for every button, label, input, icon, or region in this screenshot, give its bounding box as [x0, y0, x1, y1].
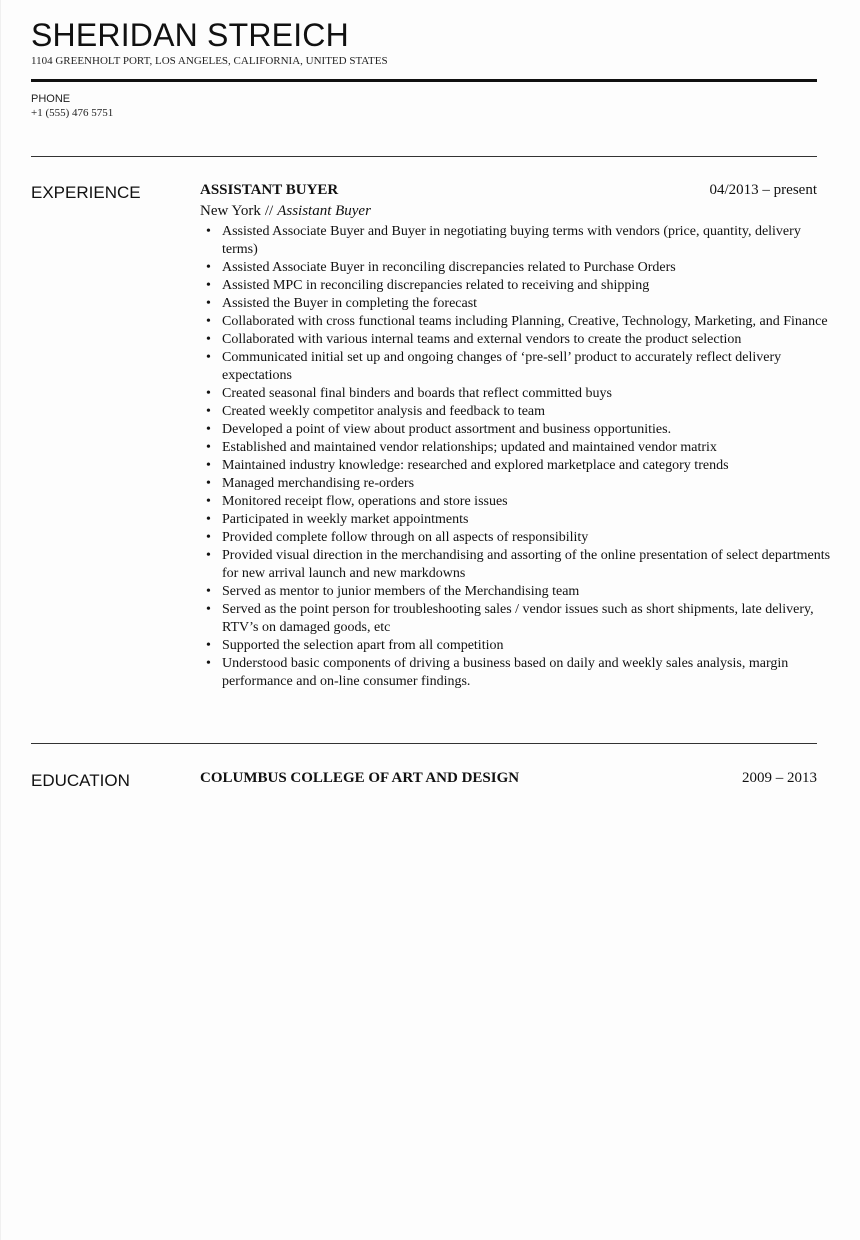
list-item: • Collaborated with cross functional teams including Planning, Creative, Technology, Marketing, and Finance	[222, 313, 832, 331]
list-item: • Monitored receipt flow, operations and store issues	[222, 493, 832, 511]
list-item: • Developed a point of view about product assortment and business opportunities.	[222, 421, 832, 439]
section-divider-experience	[31, 156, 817, 157]
job-subtitle	[200, 203, 371, 220]
list-item: • Understood basic components of driving a business based on daily and weekly sales analysis, margin performance and on-line consumer findings.	[222, 655, 832, 691]
phone-number: +1 (555) 476 5751	[31, 107, 114, 119]
list-item: • Assisted the Buyer in completing the forecast	[222, 295, 832, 313]
list-item: • Maintained industry knowledge: researched and explored marketplace and category trends	[222, 457, 832, 475]
education-heading: EDUCATION	[31, 771, 130, 790]
list-item: • Created weekly competitor analysis and feedback to team	[222, 403, 832, 421]
candidate-name: SHERIDAN STREICH	[31, 17, 349, 53]
list-item: • Provided visual direction in the merchandising and assorting of the online presentation of select departments for new arrival launch and new markdowns	[222, 547, 832, 583]
experience-bullet-list	[200, 223, 832, 691]
job-role: Assistant Buyer	[277, 203, 371, 219]
list-item: • Provided complete follow through on all aspects of responsibility	[222, 529, 832, 547]
list-item: • Assisted MPC in reconciling discrepancies related to receiving and shipping	[222, 277, 832, 295]
job-location: New York	[200, 203, 261, 219]
list-item: • Assisted Associate Buyer and Buyer in negotiating buying terms with vendors (price, quantity, delivery terms)	[222, 223, 832, 259]
candidate-address: 1104 GREENHOLT PORT, LOS ANGELES, CALIFORNIA, UNITED STATES	[31, 55, 388, 67]
school-name: COLUMBUS COLLEGE OF ART AND DESIGN	[200, 770, 520, 786]
education-dates: 2009 – 2013	[742, 770, 817, 786]
list-item: • Served as the point person for troubleshooting sales / vendor issues such as short shipments, late delivery, RTV’s on damaged goods, etc	[222, 601, 832, 637]
list-item: • Collaborated with various internal teams and external vendors to create the product selection	[222, 331, 832, 349]
section-divider-education	[31, 743, 817, 744]
list-item: • Established and maintained vendor relationships; updated and maintained vendor matrix	[222, 439, 832, 457]
header-divider	[31, 79, 817, 82]
list-item: • Managed merchandising re-orders	[222, 475, 832, 493]
list-item: • Participated in weekly market appointments	[222, 511, 832, 529]
job-separator: //	[264, 203, 274, 219]
list-item: • Served as mentor to junior members of the Merchandising team	[222, 583, 832, 601]
phone-label: PHONE	[31, 93, 71, 105]
job-dates: 04/2013 – present	[709, 182, 817, 198]
experience-heading: EXPERIENCE	[31, 183, 141, 202]
list-item: • Supported the selection apart from all competition	[222, 637, 832, 655]
list-item: • Assisted Associate Buyer in reconciling discrepancies related to Purchase Orders	[222, 259, 832, 277]
list-item: • Communicated initial set up and ongoing changes of ‘pre-sell’ product to accurately reflect delivery expectations	[222, 349, 832, 385]
list-item: • Created seasonal final binders and boards that reflect committed buys	[222, 385, 832, 403]
job-title: ASSISTANT BUYER	[200, 182, 339, 198]
